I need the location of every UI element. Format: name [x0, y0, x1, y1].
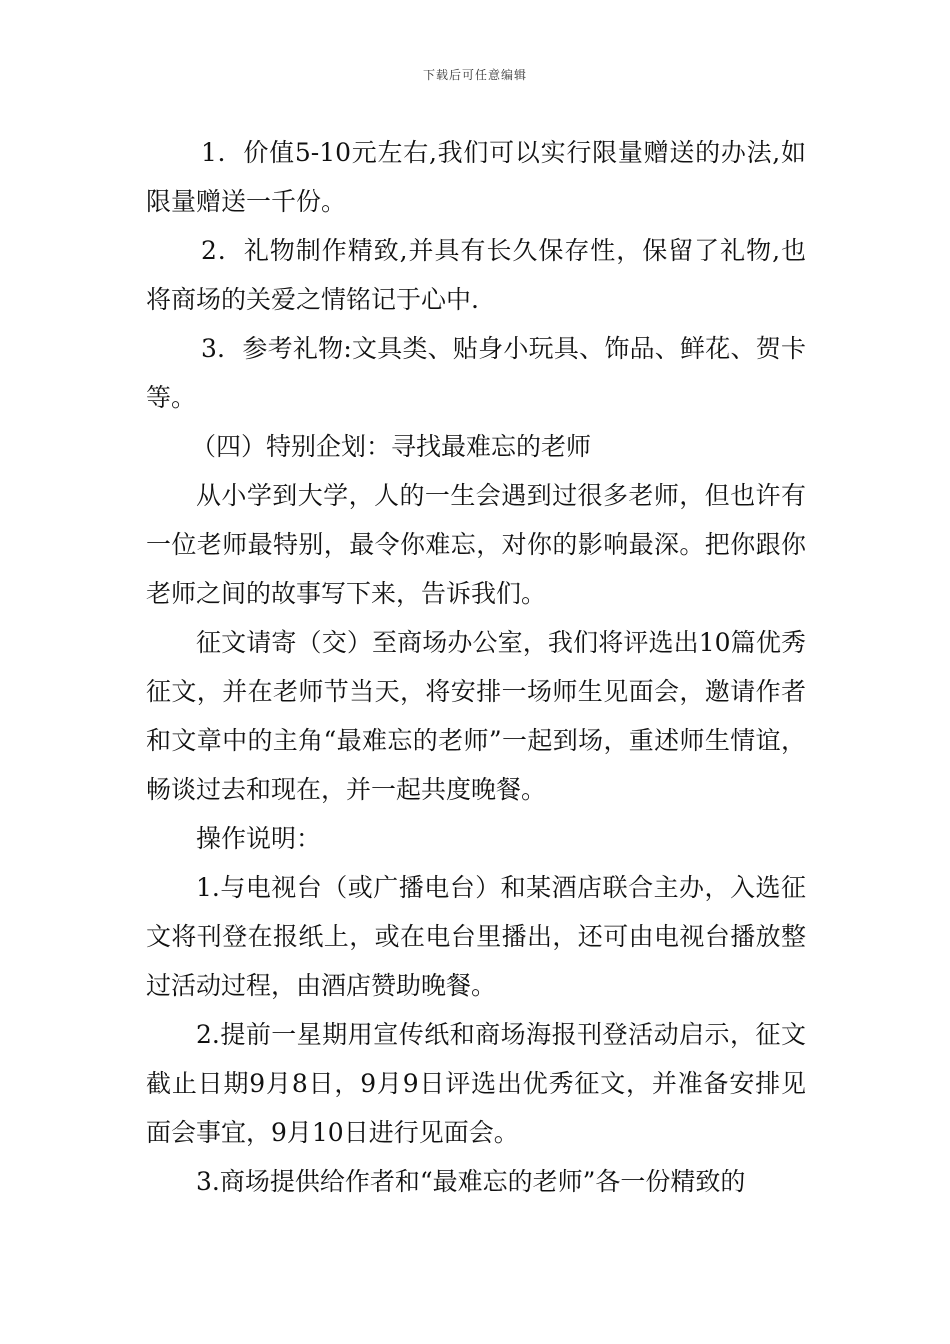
page-header-note: 下载后可任意编辑: [422, 68, 527, 82]
paragraph-item-2: 2．礼物制作精致,并具有长久保存性，保留了礼物,也将商场的关爱之情铭记于心中.: [146, 236, 806, 314]
paragraph-intro: 从小学到大学，人的一生会遇到过很多老师，但也许有一位老师最特别，最令你难忘，对你的影响最深。把你跟你老师之间的故事写下来，告诉我们。: [146, 481, 806, 608]
instruction-item-1: 1.与电视台（或广播电台）和某酒店联合主办，入选征文将刊登在报纸上，或在电台里播出，还可由电视台播放整过活动过程，由酒店赞助晚餐。: [146, 873, 806, 1000]
instruction-item-3: 3.商场提供给作者和“最难忘的老师”各一份精致的: [196, 1167, 746, 1196]
paragraph-item-1: 1．价值5-10元左右,我们可以实行限量赠送的办法,如限量赠送一千份。: [146, 138, 806, 216]
section-heading: （四）特别企划：寻找最难忘的老师: [191, 432, 592, 461]
paragraph-item-3: 3．参考礼物:文具类、贴身小玩具、饰品、鲜花、贺卡等。: [146, 334, 806, 412]
operation-instructions-label: 操作说明：: [196, 824, 322, 853]
document-body: [146, 128, 806, 1206]
instruction-item-2: 2.提前一星期用宣传纸和商场海报刊登活动启示，征文截止日期9月8日，9月9日评选出优秀征文，并准备安排见面会事宜，9月10日进行见面会。: [146, 1020, 806, 1147]
paragraph-submission: 征文请寄（交）至商场办公室，我们将评选出10篇优秀征文，并在老师节当天，将安排一场师生见面会，邀请作者和文章中的主角“最难忘的老师”一起到场，重述师生情谊，畅谈过去和现在，并一起共度晚餐。: [146, 628, 806, 804]
